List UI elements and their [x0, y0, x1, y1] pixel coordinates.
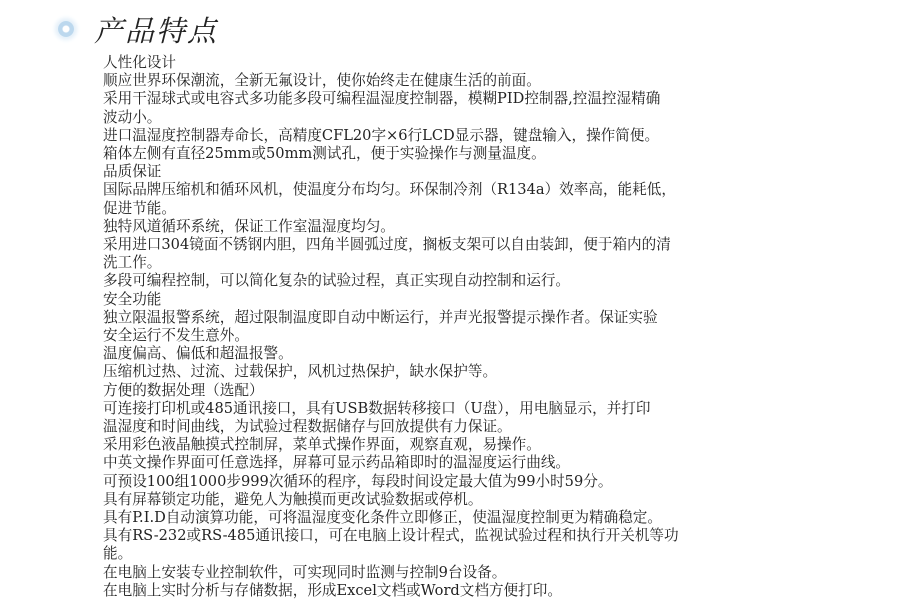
- bullet-circle-icon: [58, 21, 74, 37]
- subheading-safety-functions: 安全功能: [103, 290, 162, 308]
- text-line: 独特风道循环系统，保证工作室温湿度均匀。: [103, 217, 395, 235]
- text-line: 促进节能。: [103, 199, 176, 217]
- subheading-data-processing: 方便的数据处理（选配）: [103, 381, 264, 399]
- section-title: 产品特点: [94, 13, 219, 48]
- text-line: 多段可编程控制，可以简化复杂的试验过程，真正实现自动控制和运行。: [103, 272, 571, 290]
- subheading-user-friendly-design: 人性化设计: [103, 54, 176, 71]
- text-line: 顺应世界环保潮流，全新无氟设计，使你始终走在健康生活的前面。: [103, 72, 541, 90]
- text-line: 独立限温报警系统，超过限制温度即自动中断运行，并声光报警提示操作者。保证实验: [103, 308, 658, 326]
- text-line: 中英文操作界面可任意选择，屏幕可显示药品箱即时的温湿度运行曲线。: [103, 454, 571, 472]
- section-heading: [58, 9, 218, 49]
- text-line: 在电脑上安装专业控制软件，可实现同时监测与控制9台设备。: [103, 563, 507, 581]
- text-line: 采用干湿球式或电容式多功能多段可编程温湿度控制器，模糊PID控制器,控温控湿精确: [103, 90, 661, 108]
- text-line: 进口温湿度控制器寿命长，高精度CFL20字×6行LCD显示器，键盘输入，操作简便。: [103, 126, 660, 144]
- text-line: 波动小。: [103, 108, 162, 126]
- text-line: 具有屏幕锁定功能，避免人为触摸而更改试验数据或停机。: [103, 490, 483, 508]
- text-line: 压缩机过热、过流、过载保护，风机过热保护，缺水保护等。: [103, 363, 498, 381]
- text-line: 采用彩色液晶触摸式控制屏，菜单式操作界面，观察直观，易操作。: [103, 436, 541, 454]
- feature-text-block: [103, 54, 893, 600]
- text-line: 温湿度和时间曲线，为试验过程数据储存与回放提供有力保证。: [103, 418, 512, 436]
- text-line: 安全运行不发生意外。: [103, 327, 249, 345]
- text-line: 具有RS-232或RS-485通讯接口，可在电脑上设计程式，监视试验过程和执行开关机等功: [103, 527, 679, 545]
- text-line: 箱体左侧有直径25mm或50mm测试孔，便于实验操作与测量温度。: [103, 145, 546, 163]
- text-line: 采用进口304镜面不锈钢内胆，四角半圆弧过度，搁板支架可以自由装卸，便于箱内的清: [103, 236, 671, 254]
- text-line: 可连接打印机或485通讯接口，具有USB数据转移接口（U盘），用电脑显示，并打印: [103, 399, 651, 417]
- text-line: 能。: [103, 545, 133, 563]
- text-line: 温度偏高、偏低和超温报警。: [103, 345, 293, 363]
- text-line: 在电脑上实时分析与存储数据，形成Excel文档或Word文档方便打印。: [103, 581, 562, 599]
- text-line: 具有P.I.D自动演算功能，可将温湿度变化条件立即修正，使温湿度控制更为精确稳定。: [103, 509, 662, 527]
- subheading-quality-assurance: 品质保证: [103, 163, 162, 181]
- text-line: 洗工作。: [103, 254, 162, 272]
- text-line: 国际品牌压缩机和循环风机，使温度分布均匀。环保制冷剂（R134a）效率高，能耗低，: [103, 181, 676, 199]
- text-line: 可预设100组1000步999次循环的程序，每段时间设定最大值为99小时59分。: [103, 472, 613, 490]
